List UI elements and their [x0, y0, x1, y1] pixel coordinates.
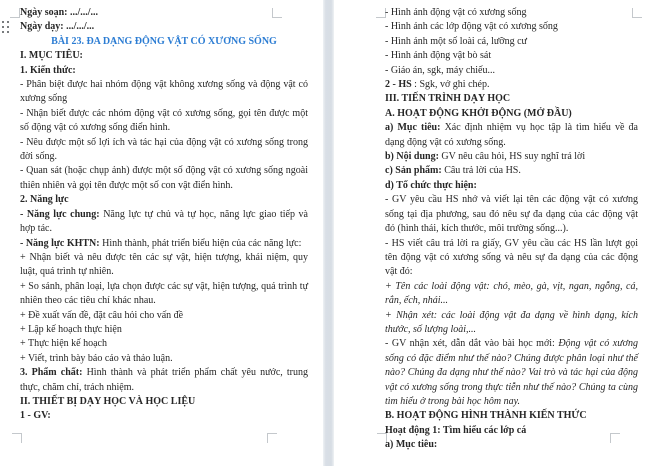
- page-right-text[interactable]: [385, 6, 638, 453]
- paragraph: Ngày soạn: .../.../...: [20, 7, 99, 18]
- text-boundary-mark: [10, 8, 20, 18]
- paragraph: 3. Phẩm chất: Hình thành và phát triển phẩm chất yêu nước, trung thực, chăm chỉ, trách nhiệm.: [20, 367, 308, 393]
- paragraph: - HS viết câu trả lời ra giấy, GV yêu cầu các HS lần lượt gọi tên động vật có xương sống và nêu sự đa dạng của các động vật đó:: [385, 237, 638, 278]
- paragraph: - GV nhận xét, dẫn dắt vào bài học mới: Động vật có xương sống có đặc điểm như thế nào? Chúng được phân loại như thế nào? Chúng đa dạng như thế nào? Vai trò và tác hại của động vật có xương sống trong thực tiễn như thế nào? Chúng ta cùng tìm hiểu ở trong bài học hôm nay.: [385, 338, 638, 407]
- paragraph: - Hình ảnh động vật có xương sống: [385, 7, 527, 18]
- page-left-text[interactable]: [20, 6, 308, 424]
- paragraph: a) Mục tiêu: Xác định nhiệm vụ học tập là tìm hiểu về đa dạng động vật có xương sống.: [385, 122, 638, 148]
- paragraph: d) Tổ chức thực hiện:: [385, 179, 477, 191]
- paragraph: - Hình ảnh một số loài cá, lưỡng cư: [385, 35, 527, 47]
- paragraph: + Thực hiện kế hoạch: [20, 338, 107, 350]
- paragraph: - Hình ảnh động vật bò sát: [385, 50, 492, 62]
- paragraph: 2 - HS : Sgk, vở ghi chép.: [385, 79, 490, 91]
- text-boundary-mark: [267, 433, 277, 443]
- paragraph: + Viết, trình bày báo cáo và thảo luận.: [20, 352, 173, 364]
- paragraph: c) Sản phẩm: Câu trả lời của HS.: [385, 165, 521, 177]
- paragraph: + Nhận xét: các loài động vật đa dạng về hình dạng, kích thước, số lượng loài,...: [385, 309, 638, 335]
- paragraph: 1. Kiến thức:: [20, 64, 76, 76]
- paragraph: BÀI 23. ĐA DẠNG ĐỘNG VẬT CÓ XƯƠNG SỐNG: [51, 35, 277, 47]
- paragraph: - Phân biệt được hai nhóm động vật không xương sống và động vật có xương sống: [20, 79, 308, 105]
- paragraph: - Giáo án, sgk, máy chiếu...: [385, 64, 495, 76]
- paragraph: - Nêu được một số lợi ích và tác hại của động vật có xương sống trong đời sống.: [20, 136, 308, 163]
- paragraph: 1 - GV:: [20, 410, 51, 422]
- paragraph: - Năng lực KHTN: Hình thành, phát triển biểu hiện của các năng lực:: [20, 237, 302, 249]
- paragraph: - Quan sát (hoặc chụp ảnh) được một số động vật có xương sống ngoài thiên nhiên và gọi tên được một số con vật điển hình.: [20, 165, 308, 191]
- paragraph: a) Mục tiêu:: [385, 439, 438, 451]
- paragraph: + Lập kế hoạch thực hiện: [20, 323, 122, 335]
- page-left[interactable]: [0, 0, 323, 466]
- paragraph: II. THIẾT BỊ DẠY HỌC VÀ HỌC LIỆU: [20, 395, 196, 407]
- paragraph: + So sánh, phân loại, lựa chọn được các sự vật, hiện tượng, quá trình tự nhiên theo các tiêu chí khác nhau.: [20, 280, 308, 307]
- paragraph: III. TIẾN TRÌNH DẠY HỌC: [385, 93, 511, 105]
- paragraph: - Năng lực chung: Năng lực tự chủ và tự học, năng lực giao tiếp và hợp tác.: [20, 208, 308, 235]
- paragraph: - Hình ảnh các lớp động vật có xương sống: [385, 21, 558, 33]
- paragraph: A. HOẠT ĐỘNG KHỞI ĐỘNG (MỞ ĐẦU): [385, 107, 572, 119]
- paragraph: I. MỤC TIÊU:: [20, 50, 83, 62]
- page-right[interactable]: [334, 0, 650, 466]
- paragraph: - Nhận biết được các nhóm động vật có xương sống, gọi tên được một số động vật có xương sống điển hình.: [20, 107, 308, 134]
- paragraph: B. HOẠT ĐỘNG HÌNH THÀNH KIẾN THỨC: [385, 410, 587, 422]
- paragraph: + Đề xuất vấn đề, đặt câu hỏi cho vấn đề: [20, 309, 184, 321]
- page-gutter: [323, 0, 334, 466]
- paragraph: - GV yêu cầu HS nhớ và viết lại tên các động vật có xương sống tại địa phương, sau đó nêu sự đa dạng của các động vật đó (hình thái, kích thước, môi trường sống...).: [385, 194, 638, 235]
- paragraph: b) Nội dung: GV nêu câu hỏi, HS suy nghĩ trả lời: [385, 151, 586, 163]
- paragraph: Hoạt động 1: Tìm hiểu các lớp cá: [385, 424, 527, 436]
- paragraph: + Nhận biết và nêu được tên các sự vật, hiện tượng, khái niệm, quy luật, quá trình tự nhiên.: [20, 251, 308, 278]
- paragraph: + Tên các loài động vật: chó, mèo, gà, vịt, ngan, ngỗng, cá, rắn, ếch, nhái...: [385, 280, 638, 307]
- drag-handle-icon[interactable]: [2, 21, 9, 33]
- paragraph: Ngày dạy: .../.../...: [20, 21, 95, 33]
- paragraph: 2. Năng lực: [20, 194, 69, 206]
- text-boundary-mark: [12, 433, 22, 443]
